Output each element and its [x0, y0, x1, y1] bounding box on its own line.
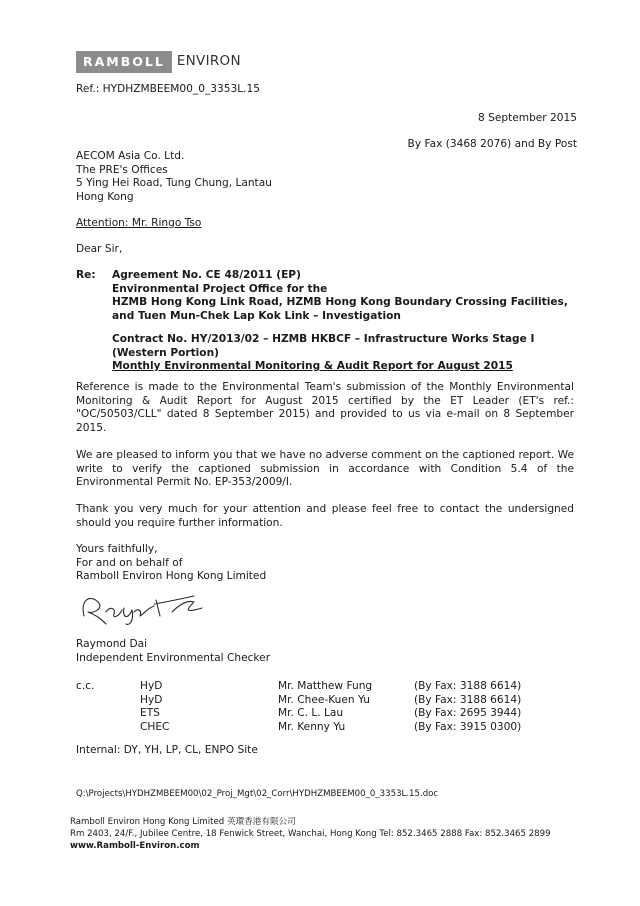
contract-block	[112, 333, 582, 374]
signer-block	[76, 638, 270, 665]
attention-line: Attention: Mr. Ringo Tso	[76, 217, 202, 229]
subject-block	[112, 269, 582, 323]
address-line: Hong Kong	[76, 190, 134, 203]
closing-line: Ramboll Environ Hong Kong Limited	[76, 570, 267, 583]
subject-line: HZMB Hong Kong Link Road, HZMB Hong Kong Boundary Crossing Facilities,	[112, 296, 568, 309]
re-label: Re:	[76, 269, 96, 281]
cc-row	[140, 721, 521, 735]
company-logo	[76, 51, 241, 73]
letter-date: 8 September 2015	[478, 112, 577, 124]
cc-fax: (By Fax: 3915 0300)	[414, 720, 522, 733]
logo-brand-box: RAMBOLL	[76, 51, 172, 73]
delivery-method: By Fax (3468 2076) and By Post	[407, 138, 577, 150]
cc-fax: (By Fax: 3188 6614)	[414, 680, 522, 692]
cc-org: HyD	[140, 693, 163, 706]
subject-line: and Tuen Mun-Chek Lap Kok Link – Investigation	[112, 309, 401, 322]
footer-address: Rm 2403, 24/F., Jubilee Centre, 18 Fenwick Street, Wanchai, Hong Kong Tel: 852.3465 2888 Fax: 852.3465 2899	[70, 829, 551, 839]
address-line: AECOM Asia Co. Ltd.	[76, 150, 185, 162]
letterhead-footer	[70, 816, 551, 852]
address-line: The PRE's Offices	[76, 163, 168, 176]
body-paragraph: Reference is made to the Environmental Team's submission of the Monthly Environmental Monitoring & Audit Report for August 2015 certified by the ET Leader (ET's ref.: "OC/50503/CLL" dated 8 September 2015) and provided to us via e-mail on 8 September 2015.	[76, 381, 574, 434]
contract-line: (Western Portion)	[112, 346, 219, 359]
cc-row	[140, 680, 521, 694]
cc-org: HyD	[140, 680, 163, 692]
cc-row	[140, 694, 521, 708]
closing-line: For and on behalf of	[76, 556, 183, 569]
cc-name: Mr. Chee-Kuen Yu	[278, 693, 370, 706]
salutation: Dear Sir,	[76, 243, 123, 255]
cc-org: CHEC	[140, 720, 170, 733]
cc-list	[140, 680, 521, 734]
reference-number: Ref.: HYDHZMBEEM00_0_3353L.15	[76, 83, 260, 95]
footer-company: Ramboll Environ Hong Kong Limited 英環香港有限公司	[70, 817, 296, 827]
handwritten-signature	[76, 590, 216, 633]
cc-row	[140, 707, 521, 721]
body-paragraph: We are pleased to inform you that we have no adverse comment on the captioned report. We write to verify the captioned submission in accordance with Condition 5.4 of the Environmental Permit No. EP-353/2009/I.	[76, 449, 574, 489]
cc-name: Mr. C. L. Lau	[278, 707, 344, 720]
signer-title: Independent Environmental Checker	[76, 651, 271, 664]
footer-website: www.Ramboll-Environ.com	[70, 841, 200, 851]
signature-image	[76, 590, 216, 628]
signer-name: Raymond Dai	[76, 638, 148, 650]
body-paragraph: Thank you very much for your attention and please feel free to contact the undersigned should you require further information.	[76, 503, 574, 529]
address-line: 5 Ying Hei Road, Tung Chung, Lantau	[76, 177, 272, 190]
file-path: Q:\Projects\HYDHZMBEEM00\02_Proj_Mgt\02_Corr\HYDHZMBEEM00_0_3353L.15.doc	[76, 789, 439, 799]
internal-distribution: Internal: DY, YH, LP, CL, ENPO Site	[76, 744, 258, 756]
contract-line: Contract No. HY/2013/02 – HZMB HKBCF – Infrastructure Works Stage I	[112, 333, 535, 345]
cc-name: Mr. Matthew Fung	[278, 680, 373, 692]
closing-line: Yours faithfully,	[76, 543, 158, 555]
cc-fax: (By Fax: 3188 6614)	[414, 693, 522, 706]
cc-name: Mr. Kenny Yu	[278, 720, 346, 733]
cc-fax: (By Fax: 2695 3944)	[414, 707, 522, 720]
logo-brand-word: ENVIRON	[176, 53, 241, 70]
subject-line: Environmental Project Office for the	[112, 282, 328, 295]
cc-label: c.c.	[76, 680, 95, 692]
contract-subject: Monthly Environmental Monitoring & Audit Report for August 2015	[112, 360, 513, 373]
recipient-address	[76, 150, 272, 204]
closing-block	[76, 543, 266, 584]
subject-line: Agreement No. CE 48/2011 (EP)	[112, 269, 301, 281]
cc-org: ETS	[140, 707, 160, 720]
